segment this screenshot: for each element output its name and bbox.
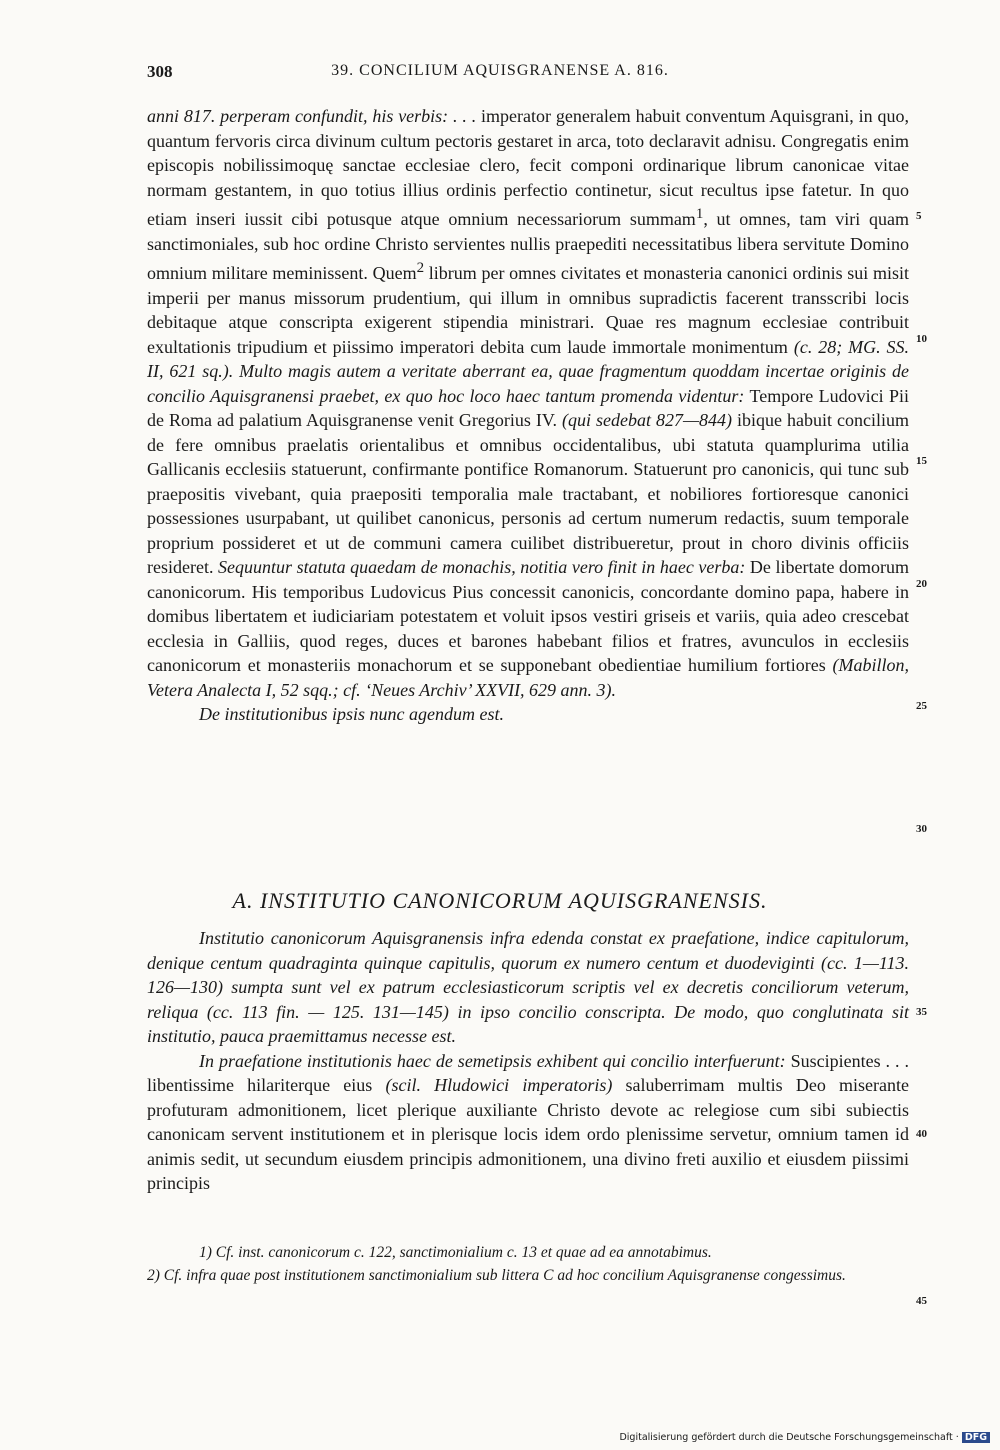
line-number: 45 — [916, 1295, 927, 1307]
line-number: 35 — [916, 1006, 927, 1018]
line-number: 25 — [916, 700, 927, 712]
dfg-logo: DFG — [962, 1432, 990, 1443]
text-span: De libertate domorum canonicorum. His temporibus Ludovicus Pius concessit canonicis, concordante domino papa, habere in domibus libertatem et iudiciariam potestatem et voluit ipsos vestiri griseis et variis, quia adeo crescebat ecclesia in Galliis, quod reges, duces et barones habebant filios et fratres, avunculos in ecclesiis canonicorum et monasteriis monachorum et se supponebant obedientiae humilium fortiores — [147, 557, 909, 675]
text-span: Tempore Ludovici Pii de Roma ad palatium Aquisgranense venit Gregorius IV. — [147, 385, 909, 430]
italic-span: (c. 28; MG. SS. II, 621 sq.). Multo magis autem a veritate aberrant ea, quae fragmentum quoddam incertae originis de concilio Aquisgranensi praebet, ex quo hoc loco haec tantum promenda videntur: — [147, 336, 909, 406]
text-span: librum per omnes civitates et monasteria canonici ordinis sui misit imperii per manus missorum prudentium, qui illum in omnibus supradictis facerent transscribi locis debitaque atque conscripta exigerent stipendia ministrari. Quae res magnum ecclesiae contribuit exultationis tripudium et piissimo imperatori debita cum laude immortale monimentum — [147, 263, 909, 357]
footnote-ref[interactable]: 1 — [695, 206, 704, 222]
credit-text: Digitalisierung gefördert durch die Deutsche Forschungsgemeinschaft · — [619, 1432, 959, 1443]
text-span: ibique habuit concilium de fere omnibus praelatis orientalibus et omnibus occidentalibus, ubi statuta quamplurima utilia Gallicanis ecclesiis statuerunt, confirmante pontifice Romanorum. Statuerunt pro canonicis, qui tunc sub praepositis vivebant, quia praepositi temporalia male tractabant, et nobiliores fortioresque canonici possessiones usurpabant, ut quilibet canonicus, personis ad certum numerum redactis, suum temporale proprium possideret et ut de communi camera cuilibet distribueretur, prout in choro divinis officiis resideret. — [147, 410, 909, 577]
paragraph-1 — [147, 104, 909, 702]
digitization-credit — [619, 1432, 990, 1443]
line-number: 30 — [916, 823, 927, 835]
italic-span: In praefatione institutionis haec de semetipsis exhibent qui concilio interfuerunt: — [199, 1050, 786, 1071]
text-span: imperator generalem habuit conventum Aquisgrani, in quo, quantum fervoris circa divinum cultum pectoris gestaret in arca, toto declaravit adnisu. Congregatis enim episcopis nobilissimoquę sanctae ecclesiae clero, fecit componi ordinarique librum canonicae vitae normam gestantem, in quo totius illius ordinis perfectio continetur, sicut recultus ipse fatetur. In quo etiam inseri iussit cibi potusque atque omnium necessariorum summam — [147, 106, 909, 229]
line-number: 10 — [916, 333, 927, 345]
italic-span: 2) Cf. infra quae post institutionem sanctimonialium sub littera C ad hoc concilium Aquisgranense congessimus. — [147, 1266, 846, 1284]
text-span: , ut omnes, tam viri quam sanctimoniales, sub hoc ordine Christo servientes nullis praepediti necessitatibus libera servitute Domino omnium militare meminissent. Quem — [147, 209, 909, 283]
italic-span: De institutionibus ipsis nunc agendum est. — [199, 704, 504, 724]
italic-span: (scil. Hludowici imperatoris) — [372, 1075, 613, 1095]
italic-span: (Mabillon, Vetera Analecta I, 52 sqq.; cf. ‘Neues Archiv’ XXVII, 629 ann. 3). — [147, 655, 909, 700]
footnote-ref[interactable]: 2 — [416, 260, 425, 276]
line-number: 5 — [916, 210, 922, 222]
italic-span: (qui sedebat 827—844) — [557, 410, 733, 430]
running-head: 39. CONCILIUM AQUISGRANENSE A. 816. — [331, 62, 669, 79]
italic-span: Institutio canonicorum Aquisgranensis infra edenda constat ex praefatione, indice capitulorum, denique centum quadraginta quinque capitulis, quorum ex numero centum et duodeviginti (cc. 1—113. 126—130) sumpta sunt vel ex patrum ecclesiasticorum scriptis vel ex decretis conciliorum veterum, reliqua (cc. 113 fin. — 125. 131—145) in ipso concilio conscripta. De modo, quo conglutinata sit institutio, pauca praemittamus necesse est. — [147, 928, 909, 1046]
footnotes — [147, 1242, 909, 1287]
line-number: 40 — [916, 1128, 927, 1140]
footnote-1 — [147, 1242, 909, 1265]
section-heading: A. INSTITUTIO CANONICORUM AQUISGRANENSIS. — [232, 888, 768, 913]
italic-span: anni 817. perperam confundit, his verbis: . . . — [147, 106, 477, 126]
italic-span: Sequuntur statuta quaedam de monachis, notitia vero finit in haec verba: — [213, 557, 746, 577]
text-span: Suscipientes . . . libentissime hilariterque eius — [147, 1050, 909, 1095]
paragraph-4 — [147, 1049, 909, 1196]
body-text — [147, 104, 909, 727]
line-number: 15 — [916, 455, 927, 467]
italic-span: 1) Cf. inst. canonicorum c. 122, sanctimonialium c. 13 et quae ad ea annotabimus. — [199, 1244, 712, 1261]
paragraph-2 — [147, 702, 909, 727]
section-text — [147, 926, 909, 1196]
text-span: saluberrimam multis Deo miserante profuturam admonitionem, licet plerique auxiliante Christo devote ac relegiose cum sibi subiectis canonicam servent institutionem et in plerisque locis idem ordo plenissime servetur, omnium tamen id animis sedit, ut secundum eiusdem principis admonitionem, una divino freti auxilio et eiusdem piissimi principis — [147, 1075, 909, 1193]
paragraph-3 — [147, 926, 909, 1049]
line-number: 20 — [916, 578, 927, 590]
footnote-2 — [147, 1265, 909, 1288]
page-number: 308 — [147, 62, 173, 81]
